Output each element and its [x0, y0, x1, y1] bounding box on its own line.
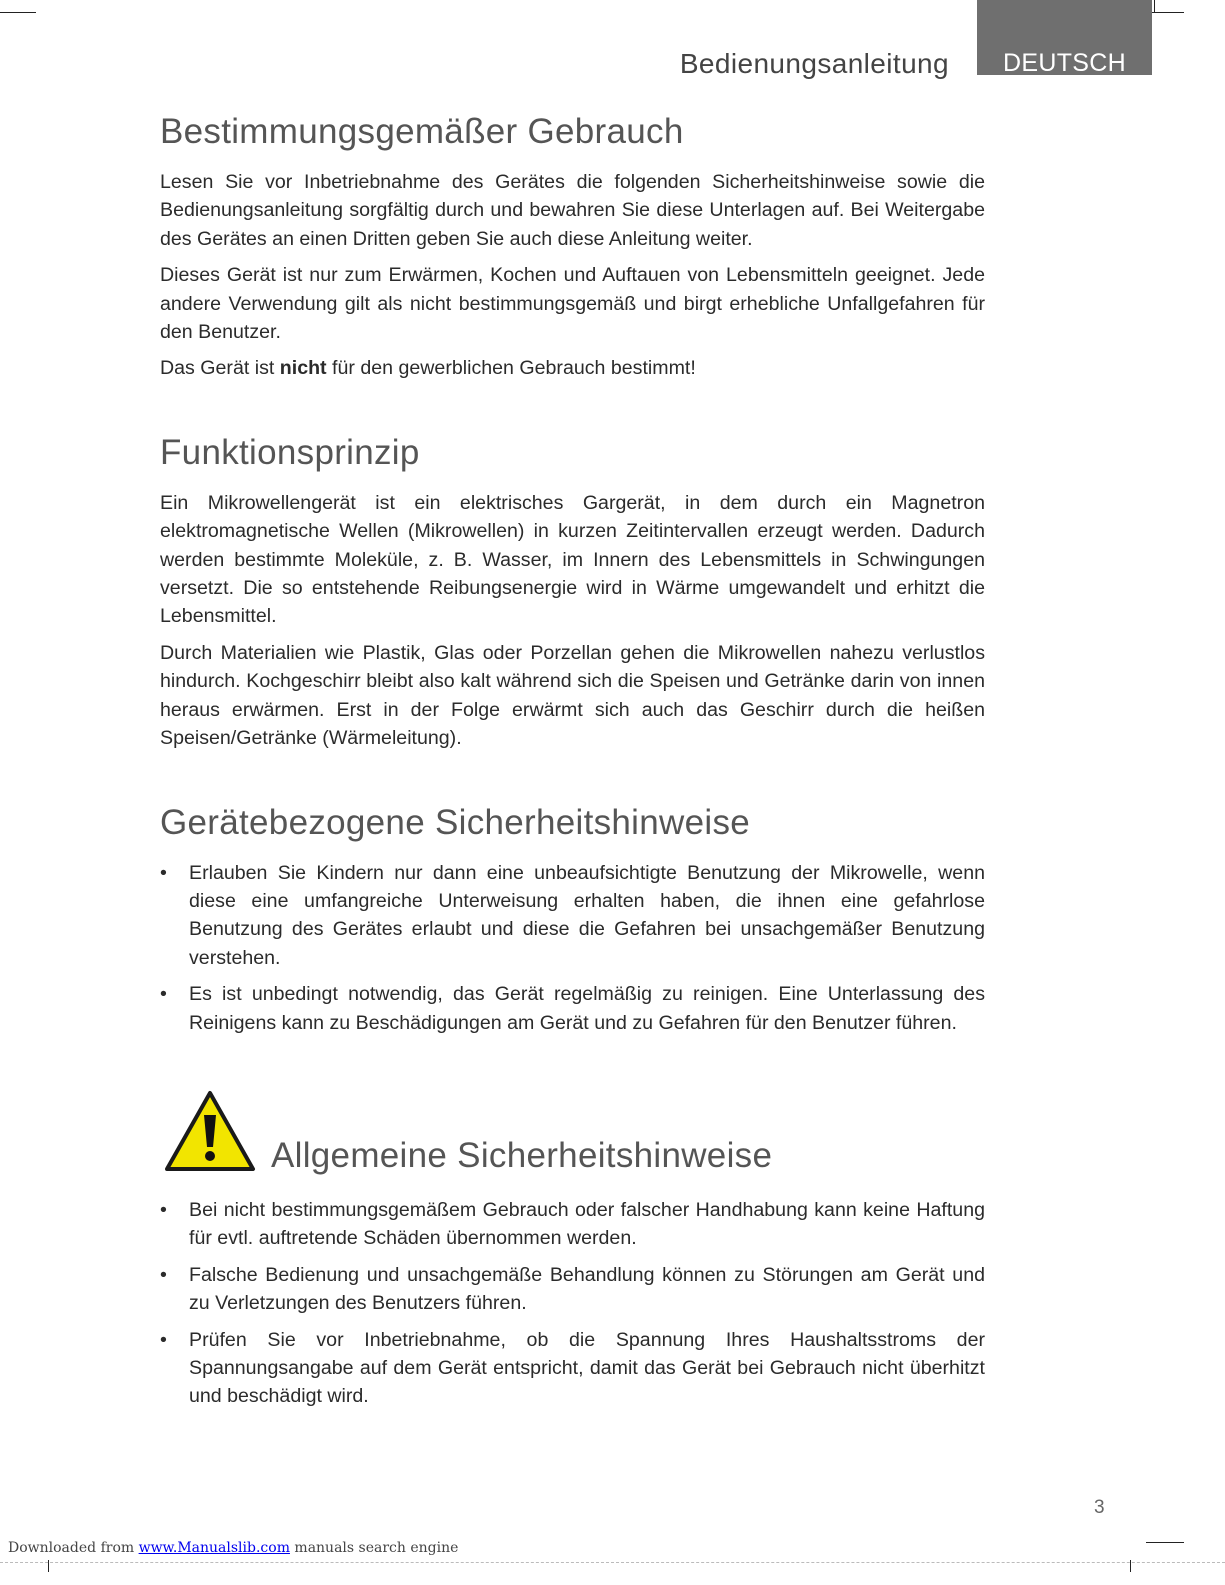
list-item [160, 1196, 985, 1253]
bullet-icon: • [160, 983, 167, 1006]
manualslib-link[interactable]: www.Manualslib.com [138, 1540, 290, 1556]
crop-mark [1146, 1542, 1184, 1543]
list-item-text: Erlauben Sie Kindern nur dann eine unbeaufsichtigte Benutzung der Mikrowelle, wenn diese eine umfangreiche Unterweisung erhalten haben, die ihnen eine gefahrlose Benutzung des Gerätes erlaubt und diese die Gefahren bei unsachgemäßer Benutzung verstehen. [189, 861, 985, 969]
list-item-text: Bei nicht bestimmungsgemäßem Gebrauch oder falscher Handhabung kann keine Haftung für evtl. auftretende Schäden übernommen werden. [189, 1198, 985, 1250]
list-item-text: Falsche Bedienung und unsachgemäße Behandlung können zu Störungen am Gerät und zu Verletzungen des Benutzers führen. [189, 1263, 985, 1315]
section-device-safety [160, 803, 985, 1037]
bullet-list [160, 1196, 985, 1411]
note-text: Das Gerät ist [160, 357, 280, 380]
list-item-text: Prüfen Sie vor Inbetriebnahme, ob die Spannung Ihres Haushaltsstroms der Spannungsangabe auf dem Gerät entspricht, damit das Gerät bei Gebrauch nicht überhitzt und beschädigt wird. [189, 1328, 985, 1408]
crop-mark [1154, 0, 1155, 12]
page-content [160, 112, 985, 1419]
warning-heading [163, 1089, 985, 1178]
bullet-list [160, 859, 985, 1037]
paragraph: Ein Mikrowellengerät ist ein elektrisches Gargerät, in dem durch ein Magnetron elektromagnetische Wellen (Mikrowellen) in kurzen Zeitintervallen erzeugt werden. Dadurch werden bestimmte Moleküle, z. B. Wasser, im Innern des Lebensmittels in Schwingungen versetzt. Die so entstehende Reibungsenergie wird in Wärme umgewandelt und erhitzt die Lebensmittel. [160, 491, 985, 628]
note-text: für den gewerblichen Gebrauch bestimmt! [326, 357, 696, 380]
bullet-icon: • [160, 861, 167, 884]
footer-suffix: manuals search engine [289, 1540, 459, 1556]
section-heading: Bestimmungsgemäßer Gebrauch [160, 112, 684, 151]
crop-mark [0, 12, 36, 13]
paragraph: Lesen Sie vor Inbetriebnahme des Gerätes die folgenden Sicherheitshinweise sowie die Bedienungsanleitung sorgfältig durch und bewahren Sie diese Unterlagen auf. Bei Weitergabe des Gerätes an einen Dritten geben Sie auch diese Anleitung weiter. [160, 171, 985, 250]
list-item-text: Es ist unbedingt notwendig, das Gerät regelmäßig zu reinigen. Eine Unterlassung des Reinigens kann zu Beschädigungen am Gerät und zu Gefahren für den Benutzer führen. [189, 983, 985, 1034]
paragraph: Durch Materialien wie Plastik, Glas oder Porzellan gehen die Mikrowellen nahezu verlustlos hindurch. Kochgeschirr bleibt also kalt während sich die Speisen und Getränke darin von innen heraus erwärmen. Erst in der Folge erwärmt sich auch das Geschirr durch die heißen Speisen/Getränke (Wärmeleitung). [160, 641, 985, 750]
note-paragraph [160, 354, 985, 382]
list-item [160, 1261, 985, 1318]
bullet-icon: • [160, 1198, 167, 1221]
list-item [160, 980, 985, 1037]
warning-triangle-icon [163, 1089, 257, 1178]
section-function [160, 433, 985, 753]
document-title: Bedienungsanleitung [679, 48, 949, 79]
footer-divider [0, 1562, 1225, 1563]
note-emphasis: nicht [279, 357, 327, 380]
section-heading: Allgemeine Sicherheitshinweise [271, 1135, 773, 1175]
list-item [160, 1326, 985, 1411]
language-tab [977, 0, 1152, 75]
section-heading: Funktionsprinzip [160, 432, 420, 472]
section-general-safety [160, 1089, 985, 1411]
list-item [160, 859, 985, 973]
bullet-icon: • [160, 1263, 167, 1286]
section-heading: Gerätebezogene Sicherheitshinweise [160, 802, 751, 842]
page-number: 3 [1094, 1497, 1105, 1518]
footer-prefix: Downloaded from [8, 1540, 139, 1556]
language-tab-label: DEUTSCH [1003, 49, 1126, 77]
section-intended-use [160, 112, 985, 383]
download-footer [8, 1540, 458, 1556]
bullet-icon: • [160, 1328, 167, 1351]
paragraph: Dieses Gerät ist nur zum Erwärmen, Kochen und Auftauen von Lebensmitteln geeignet. Jede andere Verwendung gilt als nicht bestimmungsgemäß und birgt erhebliche Unfallgefahren für den Benutzer. [160, 264, 985, 344]
